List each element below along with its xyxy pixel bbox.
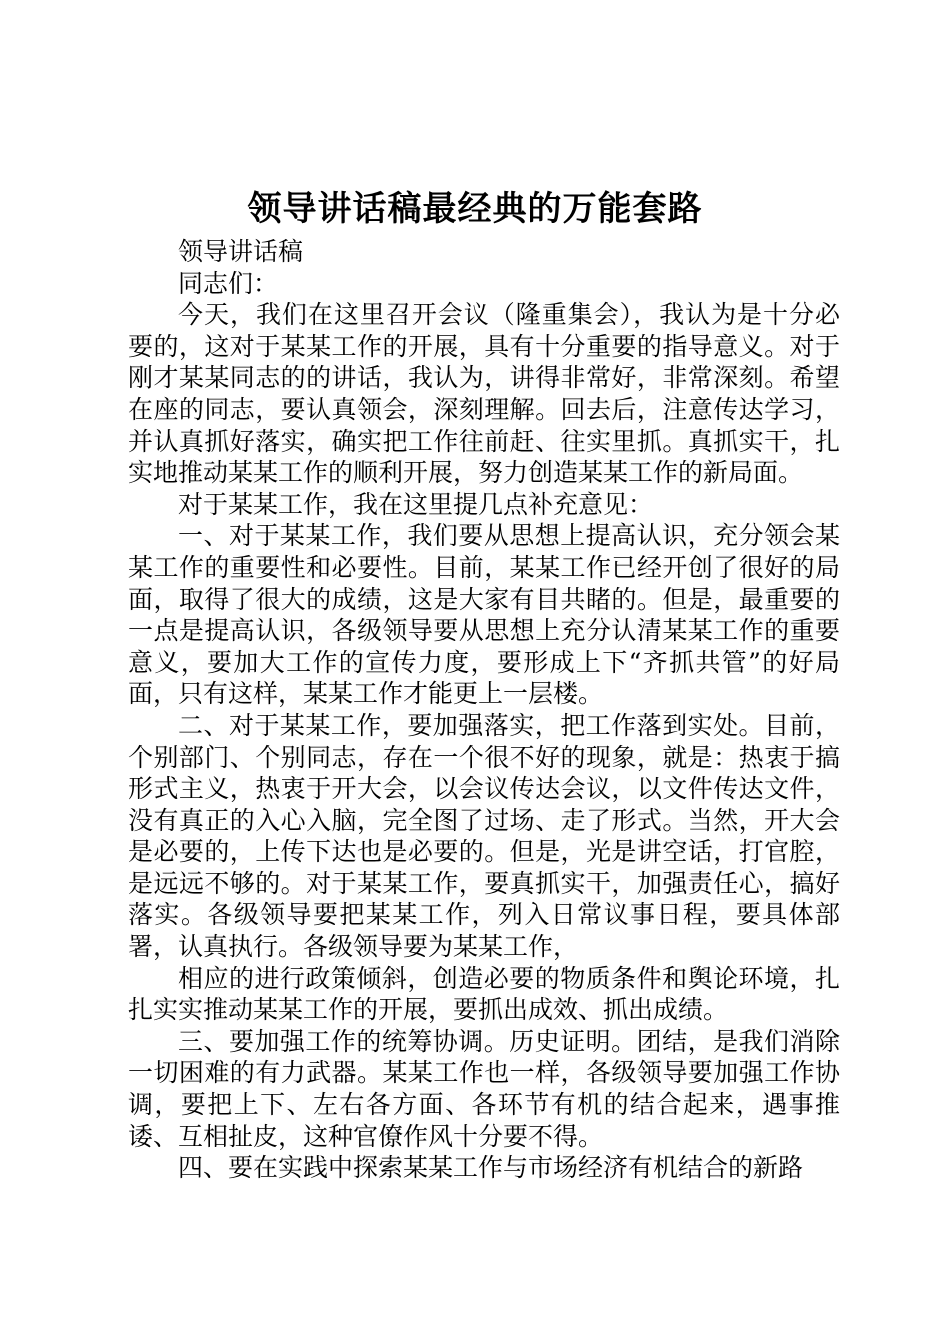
- paragraph-point-two-cont: 相应的进行政策倾斜，创造必要的物质条件和舆论环境，扎扎实实推动某某工作的开展，要抓出成效、抓出成绩。: [128, 963, 840, 1025]
- paragraph-point-one: 一、对于某某工作，我们要从思想上提高认识，充分领会某某工作的重要性和必要性。目前，某某工作已经开创了很好的局面，取得了很大的成绩，这是大家有目共睹的。但是，最重要的一点是提高认识，各级领导要从思想上充分认清某某工作的重要意义，要加大工作的宣传力度，要形成上下“齐抓共管”的好局面，只有这样，某某工作才能更上一层楼。: [128, 521, 840, 709]
- document-title: 领导讲话稿最经典的万能套路: [247, 189, 703, 229]
- paragraph-opening: 今天，我们在这里召开会议（隆重集会），我认为是十分必要的，这对于某某工作的开展，具有十分重要的指导意义。对于刚才某某同志的的讲话，我认为，讲得非常好，非常深刻。希望在座的同志，要认真领会，深刻理解。回去后，注意传达学习，并认真抓好落实，确实把工作往前赶、往实里抓。真抓实干，扎实地推动某某工作的顺利开展，努力创造某某工作的新局面。: [128, 300, 840, 488]
- paragraph-point-four: 四、要在实践中探索某某工作与市场经济有机结合的新路: [178, 1153, 804, 1183]
- paragraph-intro-points: 对于某某工作，我在这里提几点补充意见：: [178, 489, 654, 519]
- document-body: [128, 236, 840, 1184]
- paragraph-point-three: 三、要加强工作的统筹协调。历史证明。团结，是我们消除一切困难的有力武器。某某工作也一样，各级领导要加强工作协调，要把上下、左右各方面、各环节有机的结合起来，遇事推诿、互相扯皮，这种官僚作风十分要不得。: [128, 1026, 840, 1151]
- paragraph-salutation: 同志们：: [178, 268, 279, 298]
- paragraph-heading: 领导讲话稿: [178, 237, 304, 266]
- paragraph-point-two: 二、对于某某工作，要加强落实，把工作落到实处。目前，个别部门、个别同志，存在一个很不好的现象，就是：热衷于搞形式主义，热衷于开大会，以会议传达会议，以文件传达文件，没有真正的入心入脑，完全图了过场、走了形式。当然，开大会是必要的，上传下达也是必要的。但是，光是讲空话，打官腔，是远远不够的。对于某某工作，要真抓实干，加强责任心，搞好落实。各级领导要把某某工作，列入日常议事日程，要具体部署，认真执行。各级领导要为某某工作，: [128, 710, 840, 962]
